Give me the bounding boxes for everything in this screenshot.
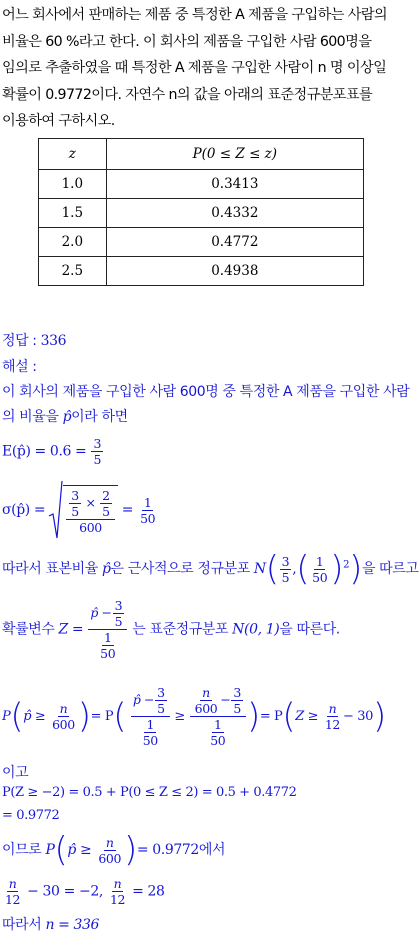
- table-cell: 1.0: [39, 170, 107, 199]
- sqrt-sign-icon: [49, 480, 63, 540]
- table-cell: 0.4772: [106, 228, 363, 257]
- igo-text: 이고: [2, 765, 29, 781]
- problem-line-1: 어느 회사에서 판매하는 제품 중 특정한 A 제품을 구입하는 사람의: [2, 7, 388, 23]
- text-segment: 을 따른다.: [279, 621, 340, 638]
- radicand: [63, 485, 117, 535]
- sigma-formula: [2, 480, 158, 540]
- problem-line-2: 비율은 60 %라고 한다. 이 회사의 제품을 구입한 사람 600명을: [2, 33, 372, 50]
- normal-N: N: [253, 561, 266, 577]
- table-header-z: z: [39, 139, 107, 170]
- table-cell: 0.4938: [106, 257, 363, 286]
- table-cell: 0.4332: [106, 199, 363, 228]
- mean-formula: [2, 436, 104, 467]
- distribution-line: 따라서 표본비율 p̂은 근사적으로 정규분포 N( $\frac{3}{5}$ ,( $\frac{1}{50}$ )$^2$)을 따르고: [2, 549, 419, 589]
- equation-5: $\frac{n}{12}$ − 30 = −2, $\frac{n}{12}$ = 28: [5, 876, 165, 907]
- standard-normal-table: [38, 138, 364, 286]
- sigma-lhs: σ(p̂) =: [2, 502, 46, 518]
- equation-3: = 0.9772: [2, 808, 60, 823]
- final-answer: 따라서 n = 336: [2, 917, 100, 933]
- equation-2: P(Z ≥ −2) = 0.5 + P(0 ≤ Z ≤ 2) = 0.5 + 0.4772: [2, 785, 297, 800]
- fraction: $\frac{3}{5}$: [93, 436, 102, 467]
- text-segment: 는 표준정규분포: [132, 621, 233, 638]
- fraction: $\frac{3}{5}$ × $\frac{2}{5}$ 600: [66, 488, 114, 535]
- explanation-line-1: 이 회사의 제품을 구입한 사람 600명 중 특정한 A 제품을 구입한 사람: [2, 384, 410, 400]
- probability-equation: P(p̂ ≥ $\frac{n}{600}$ )= P( p̂ − $\frac{3}{5}$ $\frac{1}{50}$ ≥ $\frac{n}{600}$ − $\frac{3}{5}$ $\frac{1}{50}$ )= P(Z ≥ $\frac{n}{12}$ − 30): [2, 685, 386, 748]
- fraction: p̂ − $\frac{3}{5}$ $\frac{1}{50}$: [88, 598, 127, 661]
- equation-4: 이므로 P(p̂ ≥ $\frac{n}{600}$ )= 0.9772에서: [2, 830, 226, 870]
- phat-symbol: p̂: [101, 561, 111, 577]
- explanation-label: 해설 :: [2, 359, 37, 375]
- table-cell: 1.5: [39, 199, 107, 228]
- phat-symbol: p̂: [62, 409, 72, 425]
- table-cell: 2.5: [39, 257, 107, 286]
- fraction: $\frac{1}{50}$: [312, 553, 328, 585]
- standard-normal: N(0, 1): [232, 621, 280, 638]
- fraction: $\frac{1}{50}$: [140, 494, 156, 526]
- random-variable-line: [2, 598, 340, 661]
- text-segment: 의 비율을: [2, 409, 63, 425]
- sqrt-expression: [49, 480, 117, 540]
- answer-line: [2, 330, 66, 350]
- problem-line-5: 이용하여 구하시오.: [2, 113, 115, 129]
- answer-label: 정답 :: [2, 333, 41, 349]
- table-row: [39, 199, 364, 228]
- z-symbol: Z =: [58, 621, 84, 638]
- text-segment: 확률변수: [2, 621, 59, 638]
- equals: =: [121, 502, 134, 518]
- table-row: [39, 228, 364, 257]
- table-cell: 0.3413: [106, 170, 363, 199]
- problem-statement: [2, 2, 398, 135]
- explanation-line-2: [2, 406, 128, 426]
- table-header-prob: P(0 ≤ Z ≤ z): [106, 139, 363, 170]
- mean-lhs: E(p̂) = 0.6 =: [2, 443, 87, 460]
- problem-line-4: 확률이 0.9772이다. 자연수 n의 값을 아래의 표준정규분포표를: [2, 86, 373, 103]
- table-row: [39, 257, 364, 286]
- text-segment: 을 따르고: [361, 561, 419, 577]
- fraction: $\frac{3}{5}$: [281, 553, 290, 585]
- table-cell: 2.0: [39, 228, 107, 257]
- answer-value: 336: [40, 333, 67, 349]
- table-row: [39, 170, 364, 199]
- table-header-row: [39, 139, 364, 170]
- problem-line-3: 임의로 추출하였을 때 특정한 A 제품을 구입한 사람이 n 명 이상일: [2, 60, 387, 76]
- text-segment: 은 근사적으로 정규분포: [110, 561, 254, 577]
- text-segment: 따라서 표본비율: [2, 561, 102, 577]
- text-segment: 이라 하면: [71, 409, 128, 425]
- paren: (: [265, 549, 279, 589]
